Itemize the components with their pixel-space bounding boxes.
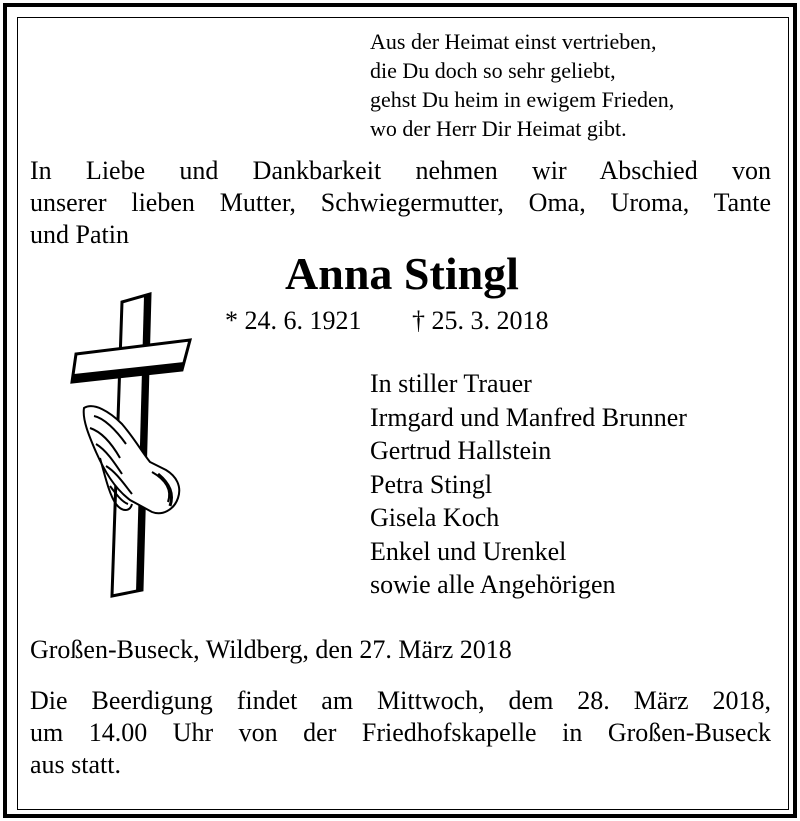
- mourner-name: Petra Stingl: [370, 469, 493, 499]
- intro-line-1: In Liebe und Dankbarkeit nehmen wir Abschied von: [30, 156, 771, 185]
- mourner-name: Gisela Koch: [370, 503, 500, 532]
- mourner-name: Gertrud Hallstein: [370, 436, 552, 465]
- poem-line: wo der Herr Dir Heimat gibt.: [370, 116, 627, 141]
- funeral-notice: [30, 685, 771, 781]
- death-date: † 25. 3. 2018: [412, 306, 549, 335]
- mourner-name: Enkel und Urenkel: [370, 536, 567, 566]
- cross-with-praying-hands-icon: [70, 290, 200, 600]
- poem: [370, 27, 674, 143]
- mourners-list: [370, 367, 687, 602]
- intro-line-2: unserer lieben Mutter, Schwiegermutter, Oma, Uroma, Tante: [30, 188, 771, 217]
- funeral-line-2: um 14.00 Uhr von der Friedhofskapelle in Großen-Buseck: [30, 718, 771, 747]
- poem-line: gehst Du heim in ewigem Frieden,: [370, 87, 675, 112]
- intro-line-3: und Patin: [30, 220, 129, 249]
- place-date: Großen-Buseck, Wildberg, den 27. März 2018: [30, 635, 512, 664]
- deceased-name: Anna Stingl: [285, 248, 519, 299]
- birth-date: * 24. 6. 1921: [225, 306, 362, 335]
- mourner-name: sowie alle Angehörigen: [370, 570, 616, 599]
- mourner-name: Irmgard und Manfred Brunner: [370, 402, 687, 432]
- funeral-line-1: Die Beerdigung findet am Mittwoch, dem 28. März 2018,: [30, 686, 771, 715]
- poem-line: Aus der Heimat einst vertrieben,: [370, 29, 657, 54]
- mourners-heading: In stiller Trauer: [370, 369, 532, 398]
- poem-line: die Du doch so sehr geliebt,: [370, 58, 616, 83]
- funeral-line-3: aus statt.: [30, 750, 121, 779]
